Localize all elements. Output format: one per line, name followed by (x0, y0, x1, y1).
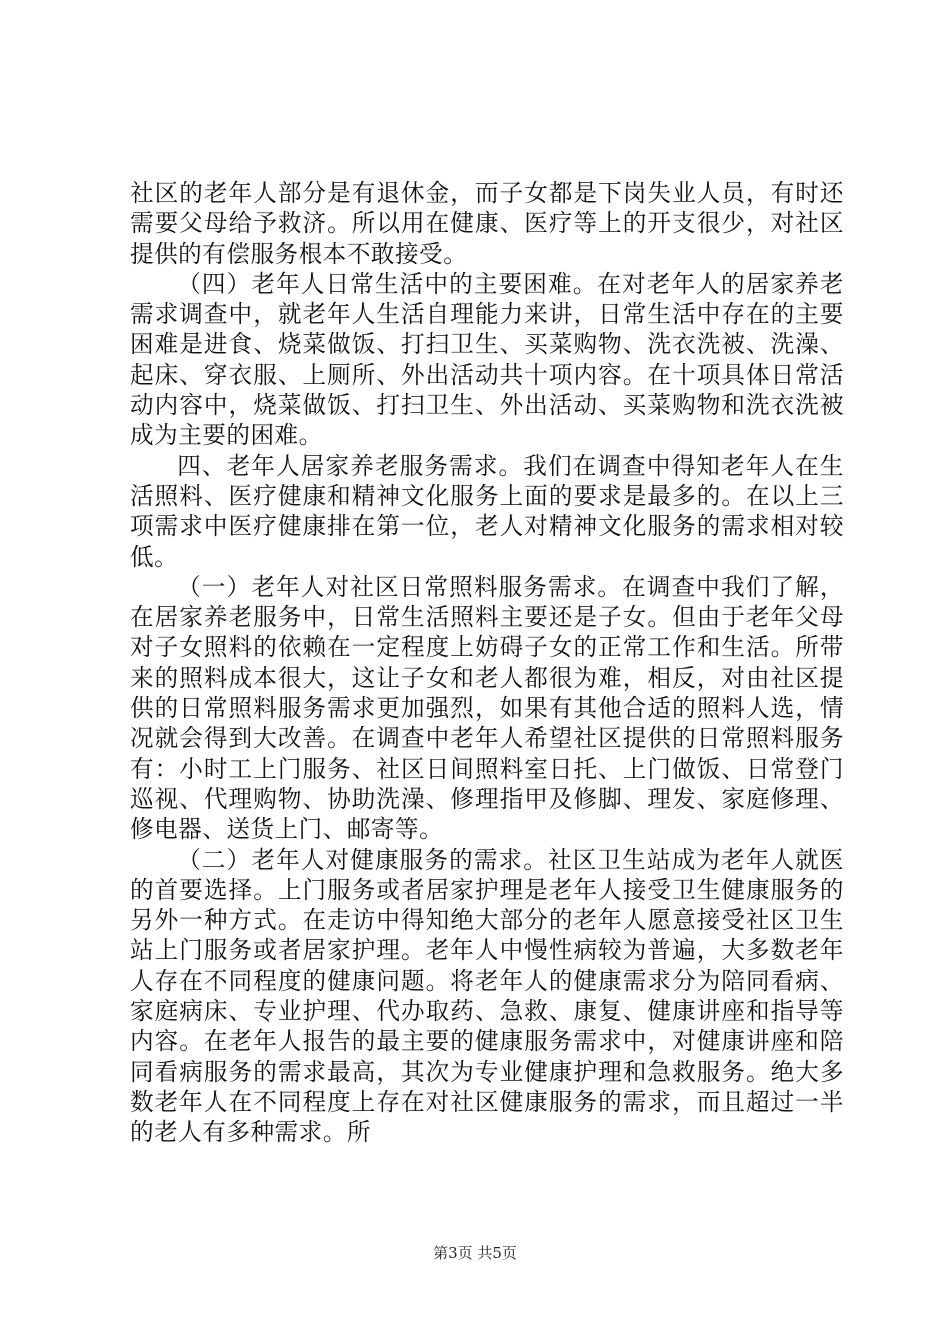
paragraph-continuation: 社区的老年人部分是有退休金，而子女都是下岗失业人员，有时还需要父母给予救济。所以用在健康、医疗等上的开支很少，对社区提供的有偿服务根本不敢接受。 (130, 179, 844, 268)
paragraph-health-service-needs: （二）老年人对健康服务的需求。社区卫生站成为老年人就医的首要选择。上门服务或者居家护理是老年人接受卫生健康服务的另外一种方式。在走访中得知绝大部分的老年人愿意接受社区卫生站上门服务或者居家护理。老年人中慢性病较为普遍，大多数老年人存在不同程度的健康问题。将老年人的健康需求分为陪同看病、家庭病床、专业护理、代办取药、急救、康复、健康讲座和指导等内容。在老年人报告的最主要的健康服务需求中，对健康讲座和陪同看病服务的需求最高，其次为专业健康护理和急救服务。绝大多数老年人在不同程度上存在对社区健康服务的需求，而且超过一半的老人有多种需求。所 (130, 845, 844, 1147)
body-text (130, 178, 844, 1148)
paragraph-service-needs: 四、老年人居家养老服务需求。我们在调查中得知老年人在生活照料、医疗健康和精神文化服务上面的要求是最多的。在以上三项需求中医疗健康排在第一位，老人对精神文化服务的需求相对较低。 (130, 451, 844, 571)
paragraph-daily-care-needs: （一）老年人对社区日常照料服务需求。在调查中我们了解，在居家养老服务中，日常生活照料主要还是子女。但由于老年父母对子女照料的依赖在一定程度上妨碍子女的正常工作和生活。所带来的照料成本很大，这让子女和老人都很为难，相反，对由社区提供的日常照料服务需求更加强烈，如果有其他合适的照料人选，情况就会得到大改善。在调查中老年人希望社区提供的日常照料服务有：小时工上门服务、社区日间照料室日托、上门做饭、日常登门巡视、代理购物、协助洗澡、修理指甲及修脚、理发、家庭修理、修电器、送货上门、邮寄等。 (130, 572, 844, 844)
paragraph-daily-difficulties: （四）老年人日常生活中的主要困难。在对老年人的居家养老需求调查中，就老年人生活自理能力来讲，日常生活中存在的主要困难是进食、烧菜做饭、打扫卫生、买菜购物、洗衣洗被、洗澡、起床、穿衣服、上厕所、外出活动共十项内容。在十项具体日常活动内容中，烧菜做饭、打扫卫生、外出活动、买菜购物和洗衣洗被成为主要的困难。 (130, 269, 844, 450)
page-footer: 第3页 共5页 (433, 1244, 517, 1262)
